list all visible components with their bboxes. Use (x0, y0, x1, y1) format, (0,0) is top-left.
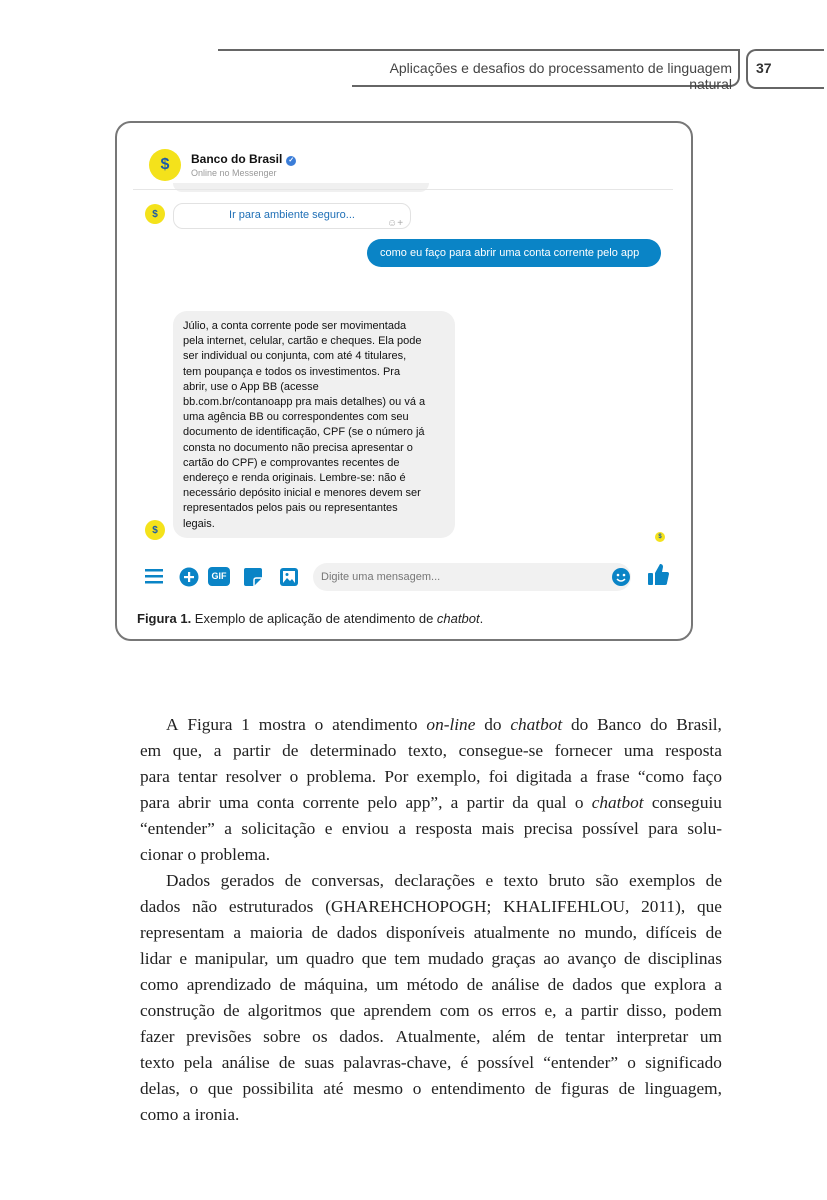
body-word: tentar (178, 767, 218, 786)
body-word: que (330, 1001, 356, 1020)
body-word: mostra (258, 715, 306, 734)
body-line (140, 842, 722, 868)
body-word: “entender” (543, 1053, 619, 1072)
body-word: dados (572, 975, 613, 994)
body-word: dados (336, 923, 378, 942)
body-word: palavras-chave, (343, 1053, 452, 1072)
body-word: uma (218, 793, 249, 812)
add-reaction-icon[interactable]: ☺+ (387, 218, 404, 229)
message-input[interactable]: Digite uma mensagem... (313, 563, 631, 591)
body-word: “entender” (140, 819, 215, 838)
body-line (140, 1050, 722, 1076)
body-word: conversas, (311, 871, 385, 890)
body-word: partir (233, 741, 271, 760)
body-word: ironia. (194, 1105, 240, 1124)
body-word: atualmente (473, 923, 550, 942)
body-word: e (179, 949, 188, 968)
body-word: quadro (306, 949, 355, 968)
body-word: de (547, 975, 564, 994)
body-word: e (324, 819, 333, 838)
body-word: de (466, 975, 484, 994)
body-word: que (620, 975, 646, 994)
body-word: faço (692, 767, 722, 786)
body-word: possível (582, 819, 639, 838)
body-word: solu- (687, 819, 722, 838)
body-word: a (450, 793, 459, 812)
emoji-icon[interactable] (611, 567, 631, 587)
body-word: tentar (565, 1027, 605, 1046)
body-word: A (166, 715, 179, 734)
bot-line: bb.com.br/contanoapp pra mais detalhes) ou vá a (183, 396, 426, 409)
body-word: conseguiu (651, 793, 722, 812)
previous-message-bubble (173, 183, 429, 192)
body-word: a (714, 975, 722, 994)
body-word: problema. (200, 845, 271, 864)
body-word: são (595, 871, 619, 890)
body-word: bruto (548, 871, 586, 890)
body-word: digitada (516, 767, 572, 786)
body-word: figuras (560, 1079, 609, 1098)
body-word: chatbot (510, 715, 563, 734)
body-word: dados (140, 897, 181, 916)
body-word: o (189, 1079, 199, 1098)
body-word: representam (140, 923, 225, 942)
bot-line: documento de identificação, CPF (se o número já (183, 426, 425, 439)
body-word: disponíveis (386, 923, 465, 942)
body-word: de (705, 871, 722, 890)
body-word: “como (637, 767, 684, 786)
body-word: exemplos (629, 871, 696, 890)
body-word: os (477, 1001, 494, 1020)
secure-environment-button[interactable]: Ir para ambiente seguro... (173, 203, 411, 229)
body-word: KHALIFEHLOU, (503, 897, 630, 916)
body-word: de (705, 923, 722, 942)
body-word: delas, (140, 1079, 180, 1098)
body-word: fornecer (554, 741, 613, 760)
body-word: análise (491, 975, 540, 994)
body-word: além (492, 1027, 526, 1046)
body-word: algoritmos (247, 1001, 322, 1020)
body-word: difíceis (645, 923, 697, 942)
body-word: manipular, (194, 949, 269, 968)
body-word: aprendem (363, 1001, 432, 1020)
body-word: do (650, 715, 668, 734)
body-word: cionar (140, 845, 188, 864)
like-icon[interactable] (647, 563, 669, 587)
image-icon[interactable] (279, 567, 299, 587)
body-word: partir (580, 1001, 619, 1020)
body-word: até (323, 1079, 344, 1098)
body-word: solicitação (241, 819, 316, 838)
body-word: corrente (302, 793, 360, 812)
body-word: a (398, 819, 407, 838)
body-word: fazer (140, 1027, 175, 1046)
chat-name: Banco do Brasil (191, 152, 283, 166)
body-word: de (537, 1027, 554, 1046)
body-word: abrir (178, 793, 211, 812)
body-word: como (140, 1105, 183, 1124)
body-word: o (187, 845, 201, 864)
body-word: que (696, 897, 722, 916)
caption-italic: chatbot (436, 611, 480, 626)
body-word: de (311, 923, 328, 942)
body-word: mundo, (584, 923, 637, 942)
body-word: frase (596, 767, 630, 786)
body-word: possível (477, 1053, 535, 1072)
body-word: um (376, 975, 399, 994)
bot-line: endereço e renda originais. Lembre-se: não é (183, 472, 406, 485)
body-word: conta (256, 793, 295, 812)
body-word: resposta (415, 819, 473, 838)
body-word: os (312, 1027, 328, 1046)
body-word: sobre (263, 1027, 301, 1046)
body-word: de (618, 1079, 635, 1098)
body-word: pelo (367, 793, 398, 812)
bot-line: legais. (183, 517, 215, 530)
body-line (140, 790, 722, 816)
body-word: o (412, 1079, 422, 1098)
body-word: significado (645, 1053, 722, 1072)
body-word: enviou (341, 819, 389, 838)
body-word: partir (466, 793, 505, 812)
bb-logo-avatar: $ (149, 149, 181, 181)
body-word: do (484, 715, 502, 734)
body-word: dados. (339, 1027, 384, 1046)
body-word: mudado (428, 949, 484, 968)
bot-line: Júlio, a conta corrente pode ser movimentada (183, 320, 407, 332)
body-word: avanço (567, 949, 617, 968)
body-word: chatbot (591, 793, 644, 812)
bot-line: representados pelos pais ou representantes (183, 502, 398, 515)
body-line (140, 1024, 722, 1050)
body-word: que (361, 949, 387, 968)
body-word: um (276, 949, 299, 968)
body-line (140, 1076, 722, 1102)
caption-end: . (479, 611, 484, 626)
bot-line: tem poupança e todos os investimentos. Pra (183, 365, 401, 378)
menu-icon[interactable] (145, 567, 165, 585)
body-word: linguagem, (644, 1079, 722, 1098)
body-word: declarações (394, 871, 476, 890)
body-word: análise (221, 1053, 270, 1072)
body-word: podem (674, 1001, 722, 1020)
body-word: app”, (405, 793, 443, 812)
body-word: o (314, 715, 324, 734)
body-word: suas (304, 1053, 335, 1072)
body-word: e, (544, 1001, 557, 1020)
body-line (140, 738, 722, 764)
body-word: e (485, 871, 494, 890)
body-word: da (512, 793, 529, 812)
body-word: que, (172, 741, 203, 760)
body-word: um (699, 1027, 722, 1046)
body-line (140, 894, 722, 920)
body-word: uma (623, 741, 654, 760)
body-word: entendimento (431, 1079, 526, 1098)
body-word: resposta (665, 741, 722, 760)
chat-title (191, 152, 296, 166)
body-line (140, 712, 722, 738)
body-word: (GHAREHCHOPOGH; (325, 897, 492, 916)
bot-line: uma agência BB ou correspondentes com seu (183, 411, 409, 424)
bot-line: necessário depósito inicial e menores devem ser (183, 487, 421, 500)
bot-line: consta no documento não precisa apresentar o (183, 441, 413, 454)
bot-line: pela internet, celular, cartão e cheques. Ela pode (183, 335, 422, 348)
body-word: foi (488, 767, 508, 786)
body-word: construção (140, 1001, 215, 1020)
body-word: a (233, 923, 242, 942)
body-word: de (278, 1053, 296, 1072)
body-word: que (207, 1079, 233, 1098)
chat-header-divider (133, 189, 673, 190)
bot-line: abrir, use o App BB (acesse (183, 380, 319, 393)
body-word: aprendizado (186, 975, 272, 994)
body-word: o (289, 767, 299, 786)
body-word: não (192, 897, 218, 916)
body-line (140, 998, 722, 1024)
body-word: graças (491, 949, 536, 968)
body-word: explora (654, 975, 706, 994)
bot-avatar-icon: $ (145, 204, 165, 224)
body-word: determinado (310, 741, 397, 760)
body-word: texto (503, 871, 539, 890)
body-word: texto, (408, 741, 447, 760)
body-line (140, 972, 722, 998)
body-word: o (574, 793, 584, 812)
body-word: disso, (626, 1001, 667, 1020)
user-message-bubble: como eu faço para abrir uma conta corrente pelo app (367, 239, 661, 267)
body-word: Banco (597, 715, 642, 734)
body-word: Dados (166, 871, 211, 890)
body-word: atendimento (332, 715, 418, 734)
bot-avatar-icon: $ (145, 520, 165, 540)
body-word: de (223, 1001, 240, 1020)
body-word: 1 (241, 715, 250, 734)
body-word: de (284, 871, 302, 890)
body-word: do (571, 715, 589, 734)
caption-label: Figura 1. (137, 611, 192, 626)
body-word: estruturados (228, 897, 314, 916)
body-word: de (282, 741, 299, 760)
body-word: de (279, 975, 296, 994)
add-icon[interactable] (179, 567, 199, 587)
body-word: lidar (140, 949, 172, 968)
figure-caption (137, 611, 483, 626)
running-header: Aplicações e desafios do processamento de linguagem natural (389, 60, 732, 92)
body-word: como (140, 975, 179, 994)
verified-icon: ✓ (286, 156, 296, 166)
body-word: 2011), (641, 897, 686, 916)
body-word: on-line (426, 715, 476, 734)
body-word: é (460, 1053, 469, 1072)
caption-text: Exemplo de aplicação de atendimento de (191, 611, 437, 626)
body-word: a (213, 741, 222, 760)
body-line (140, 946, 722, 972)
body-word: previsões (186, 1027, 252, 1046)
body-line (140, 920, 722, 946)
body-word: erros (501, 1001, 537, 1020)
chat-status: Online no Messenger (191, 168, 277, 178)
body-word: a (182, 1105, 195, 1124)
body-text (140, 712, 722, 1128)
body-word: para (648, 819, 678, 838)
body-word: Figura (187, 715, 233, 734)
bot-line: cartão do CPF) e comprovantes recentes de (183, 456, 400, 469)
figure-chatbot (115, 121, 693, 641)
body-word: mais (481, 819, 515, 838)
body-line (140, 764, 722, 790)
bot-message-bubble (173, 311, 455, 538)
body-word: Brasil, (676, 715, 722, 734)
seen-indicator-icon: $ (655, 532, 665, 542)
bot-line: ser individual ou conjunta, com até 4 titulares, (183, 350, 407, 363)
body-word: pela (183, 1053, 213, 1072)
body-word: problema. (306, 767, 377, 786)
body-word: ao (543, 949, 560, 968)
body-word: máquina, (304, 975, 368, 994)
body-word: para (140, 767, 170, 786)
body-word: Atualmente, (395, 1027, 481, 1046)
sticker-icon[interactable] (243, 567, 263, 587)
body-word: para (140, 793, 170, 812)
body-word: a (580, 767, 588, 786)
gif-button[interactable]: GIF (208, 567, 230, 586)
body-word: texto (140, 1053, 175, 1072)
body-word: tem (394, 949, 421, 968)
body-word: consegue-se (458, 741, 544, 760)
body-word: qual (536, 793, 567, 812)
body-word: disciplinas (648, 949, 722, 968)
body-word: maioria (249, 923, 303, 942)
body-word: resolver (225, 767, 282, 786)
message-toolbar (145, 563, 675, 593)
body-word: no (558, 923, 576, 942)
body-word: em (140, 741, 162, 760)
body-line (140, 868, 722, 894)
page-number: 37 (756, 60, 772, 76)
body-word: de (624, 949, 641, 968)
body-word: Por (384, 767, 409, 786)
body-word: exemplo, (416, 767, 481, 786)
body-word: a (564, 1001, 573, 1020)
body-word: a (224, 819, 232, 838)
body-word: método (406, 975, 459, 994)
body-line (140, 816, 722, 842)
body-word: mesmo (353, 1079, 404, 1098)
body-word: de (534, 1079, 552, 1098)
body-line (140, 1102, 722, 1128)
body-word: possibilita (242, 1079, 314, 1098)
body-word: com (439, 1001, 470, 1020)
body-word: o (627, 1053, 636, 1072)
body-word: precisa (523, 819, 573, 838)
body-word: interpretar (616, 1027, 689, 1046)
body-word: gerados (220, 871, 275, 890)
